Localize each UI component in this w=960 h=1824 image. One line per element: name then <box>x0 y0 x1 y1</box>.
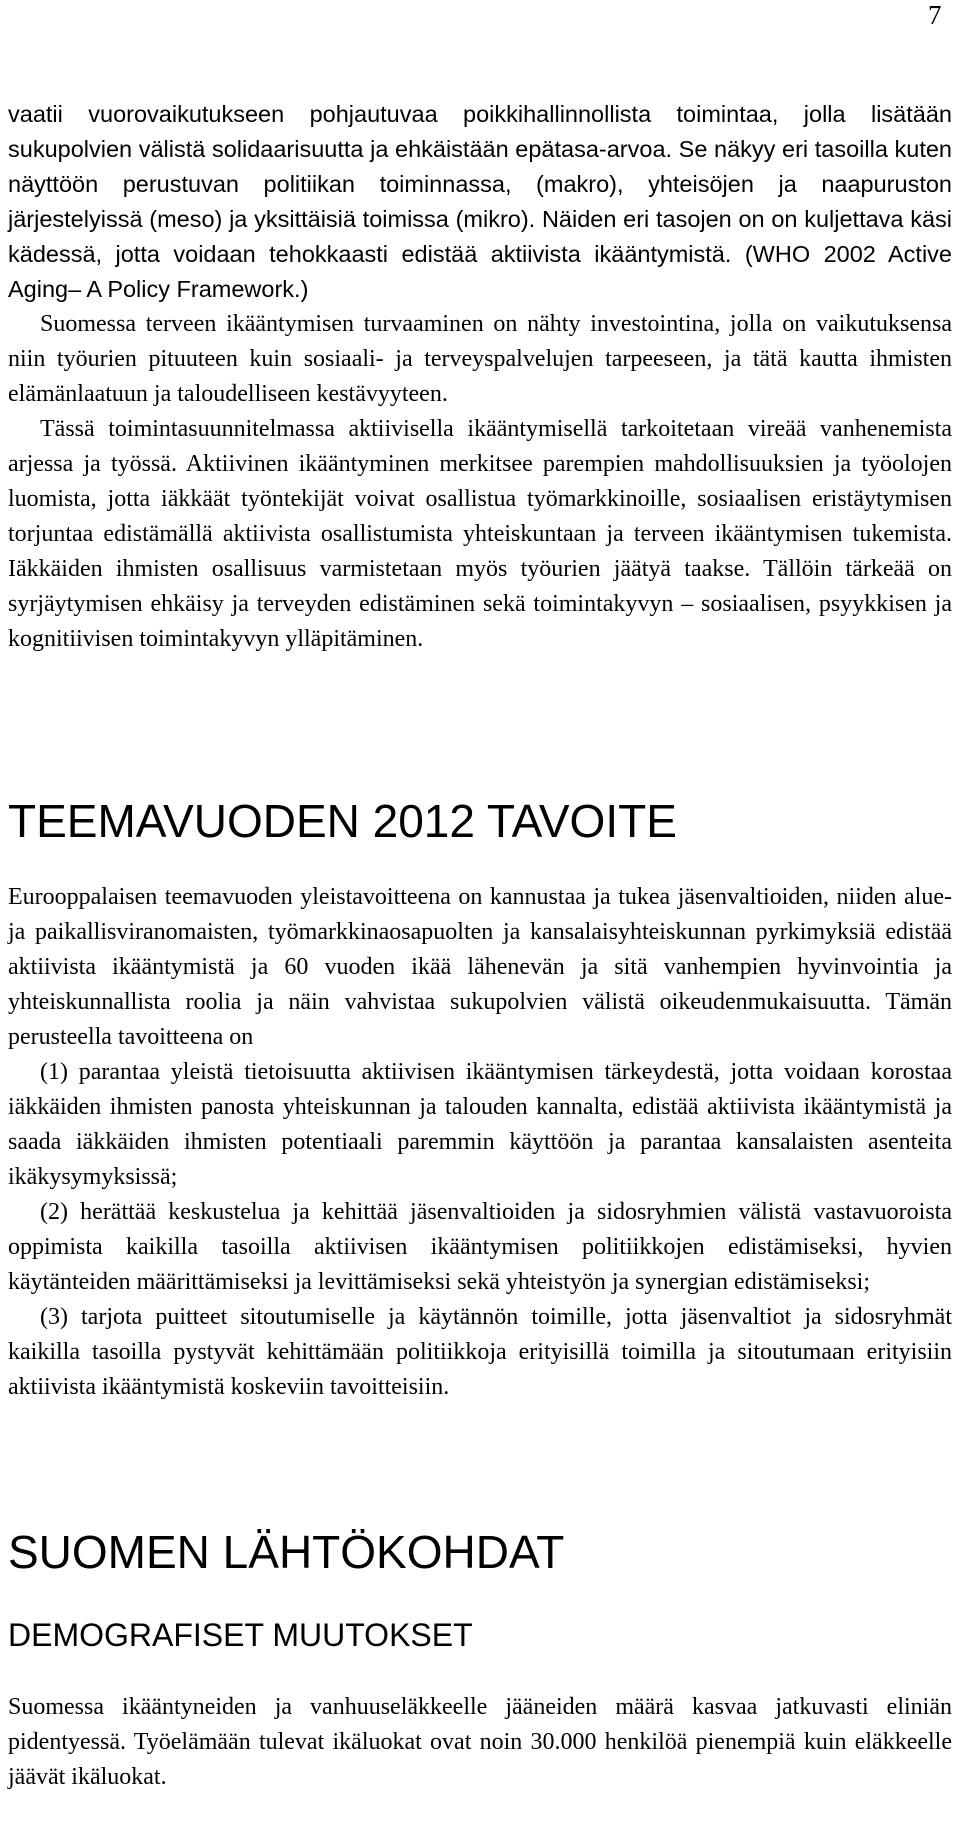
goals-list-item: (2) herättää keskustelua ja kehittää jäsenvaltioiden ja sidosryhmien välistä vastavuoroista oppimista kaikilla tasoilla aktiivisen ikääntymisen politiikkojen edistämiseksi, hyvien käytänteiden määrittämiseksi ja levittämiseksi sekä yhteistyön ja synergian edistämiseksi; <box>8 1199 952 1295</box>
goals-intro-paragraph: Eurooppalaisen teemavuoden yleistavoitteena on kannustaa ja tukea jäsenvaltioiden, niiden alue- ja paikallisviranomaisten, työmarkkinaosapuolten ja kansalaisyhteiskunnan pyrkimyksiä edistää aktiivista ikääntymistä ja 60 vuoden ikää lähenevän ja sitä vanhempien hyvinvointia ja yhteiskunnallista roolia ja näin vahvistaa sukupolvien välistä oikeudenmukaisuutta. Tämän perusteella tavoitteena on <box>8 884 952 1050</box>
intro-paragraph: Suomessa terveen ikääntymisen turvaaminen on nähty investointina, jolla on vaikutuksensa niin työurien pituuteen kuin sosiaali- ja terveyspalvelujen tarpeeseen, ja tätä kautta ihmisten elämänlaatuun ja taloudelliseen kestävyyteen. <box>8 311 952 407</box>
goals-list-item: (3) tarjota puitteet sitoutumiselle ja käytännön toimille, jotta jäsenvaltiot ja sidosryhmät kaikilla tasoilla pystyvät kehittämään politiikkoja erityisillä toimilla ja sitoutumaan erityisiin aktiivista ikääntymistä koskeviin tavoitteisiin. <box>8 1304 952 1400</box>
section-heading-baseline: SUOMEN LÄHTÖKOHDAT <box>8 1526 565 1578</box>
goals-text-block <box>8 880 952 1405</box>
demographics-paragraph: Suomessa ikääntyneiden ja vanhuuseläkkeelle jääneiden määrä kasvaa jatkuvasti eliniän pidentyessä. Työelämään tulevat ikäluokat ovat noin 30.000 henkilöä pienempiä kuin eläkkeelle jäävät ikäluokat. <box>8 1694 952 1790</box>
intro-paragraph: Tässä toimintasuunnitelmassa aktiivisella ikääntymisellä tarkoitetaan vireää vanhenemista arjessa ja työssä. Aktiivinen ikääntyminen merkitsee parempien mahdollisuuksien ja työolojen luomista, jotta iäkkäät työntekijät voivat osallistua työmarkkinoille, sosiaalisen eristäytymisen torjuntaa edistämällä aktiivista osallistumista yhteiskuntaan ja terveen ikääntymisen tukemista. Iäkkäiden ihmisten osallisuus varmistetaan myös työurien jäätyä taakse. Tällöin tärkeää on syrjäytymisen ehkäisy ja terveyden edistäminen sekä toimintakyvyn – sosiaalisen, psyykkisen ja kognitiivisen toimintakyvyn ylläpitäminen. <box>8 416 952 652</box>
subsection-heading-demographics: DEMOGRAFISET MUUTOKSET <box>8 1617 473 1653</box>
demographics-text-block <box>8 1690 952 1795</box>
goals-list-item: (1) parantaa yleistä tietoisuutta aktiivisen ikääntymisen tärkeydestä, jotta voidaan korostaa iäkkäiden ihmisten panosta yhteiskunnan ja talouden kannalta, edistää aktiivista ikääntymistä ja saada iäkkäiden ihmisten potentiaali paremmin käyttöön ja parantaa kansalaisten asenteita ikäkysymyksissä; <box>8 1059 952 1190</box>
intro-text-block <box>8 97 952 657</box>
page-number: 7 <box>928 0 942 30</box>
intro-paragraph: vaatii vuorovaikutukseen pohjautuvaa poikkihallinnollista toimintaa, jolla lisätään sukupolvien välistä solidaarisuutta ja ehkäistään epätasa-arvoa. Se näkyy eri tasoilla kuten näyttöön perustuvan politiikan toiminnassa, (makro), yhteisöjen ja naapuruston järjestelyissä (meso) ja yksittäisiä toimissa (mikro). Näiden eri tasojen on on kuljettava käsi kädessä, jotta voidaan tehokkaasti edistää aktiivista ikääntymistä. (WHO 2002 Active Aging– A Policy Framework.) <box>8 101 952 302</box>
section-heading-goals: TEEMAVUODEN 2012 TAVOITE <box>8 795 677 847</box>
